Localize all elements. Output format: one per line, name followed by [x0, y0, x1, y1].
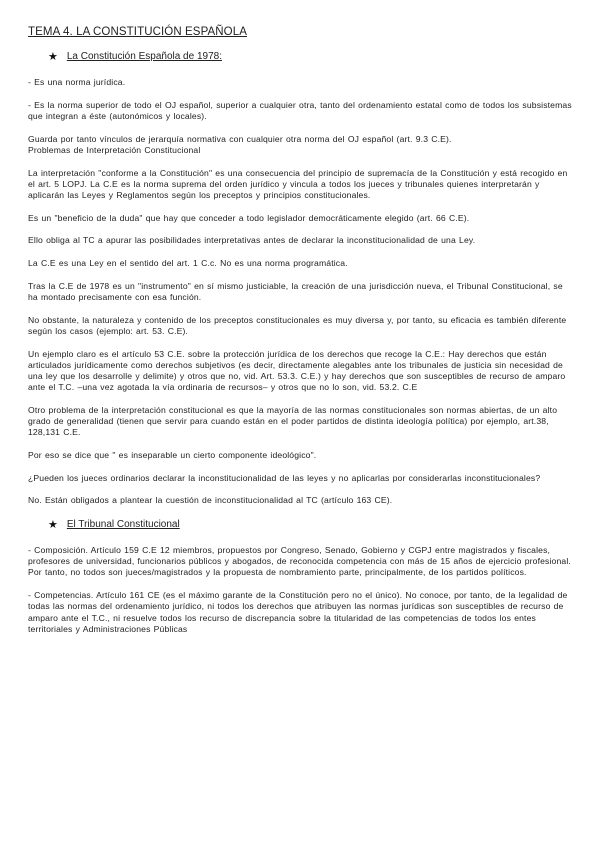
paragraph: Ello obliga al TC a apurar las posibilidades interpretativas antes de declarar la inconstitucionalidad de una Ley.: [28, 235, 476, 246]
section-heading-label: El Tribunal Constitucional: [66, 519, 180, 531]
paragraph: - Es la norma superior de todo el OJ español, superior a cualquier otra, tanto del ordenamiento estatal como de todos los subsistemas que integran a éste (autonómicos y locales).: [28, 99, 572, 121]
subheading-problemas: Problemas de Interpretación Constitucional: [28, 144, 201, 155]
paragraph: Por eso se dice que " es inseparable un cierto componente ideológico".: [28, 449, 317, 460]
section-heading-label: La Constitución Española de 1978:: [66, 51, 222, 62]
section-heading-constitucion: [48, 50, 572, 63]
paragraph: - Es una norma jurídica.: [28, 77, 126, 87]
paragraph: ¿Pueden los jueces ordinarios declarar la inconstitucionalidad de las leyes y no aplicarlas por considerarlas inconstitucionales?: [28, 472, 541, 483]
document-title: TEMA 4. LA CONSTITUCIÓN ESPAÑOLA: [28, 26, 247, 38]
paragraph: Guarda por tanto vínculos de jerarquía normativa con cualquier otra norma del OJ español (art. 9.3 C.E).: [28, 133, 452, 144]
paragraph: Un ejemplo claro es el artículo 53 C.E. sobre la protección jurídica de los derechos que recoge la C.E.: Hay derechos que están articulados jurídicamente como derechos subjetivos (es decir, directamente alegables ante los tribunales de justicia sin necesidad de una ley que los desarrolle y delimite) y otros que no, vid. Art. 53.3. C.E.) y hay derechos que son susceptibles de recurso de amparo ante el T.C. –una vez agotada la vía ordinaria de recursos– y otros que no lo son, vid. 53.2. C.E: [28, 348, 566, 393]
section-heading-tribunal: [48, 518, 572, 531]
paragraph: La interpretación "conforme a la Constitución" es una consecuencia del principio de supremacía de la Constitución y está recogido en el art. 5 LOPJ. La C.E es la norma suprema del orden jurídico y vincula a todos los jueces y tribunales quienes interpretarán y aplicarán las Leyes y Reglamentos según los preceptos y principios constitucionales.: [28, 167, 568, 200]
star-bullet-icon: ★: [48, 51, 58, 63]
paragraph: No obstante, la naturaleza y contenido de los preceptos constitucionales es muy diversa y, por tanto, su eficacia es también diferente según los casos (ejemplo: art. 53. C.E).: [28, 314, 567, 336]
paragraph: No. Están obligados a plantear la cuestión de inconstitucionalidad al TC (artículo 163 CE).: [28, 495, 393, 506]
paragraph: Otro problema de la interpretación constitucional es que la mayoría de las normas constitucionales son normas abiertas, de un alto grado de generalidad (tienen que servir para cuando están en el poder partidos de distinta ideología política) por ejemplo, art.38, 128,131 C.E.: [28, 404, 558, 438]
paragraph: - Competencias. Artículo 161 CE (es el máximo garante de la Constitución pero no el único). No conoce, por tanto, de la legalidad de todas las normas del ordenamiento jurídico, ni todos los derechos que atribuyen las normas jurídicas son susceptibles de recurso de amparo ante el T.C., ni resuelve todos los recurso de discrepancia sobre la titularidad de las competencias de todos los entes territoriales y Administraciones Públicas: [28, 590, 568, 634]
paragraph: - Composición. Artículo 159 C.E 12 miembros, propuestos por Congreso, Senado, Gobierno y CGPJ entre magistrados y fiscales, profesores de universidad, funcionarios públicos y abogados, de reconocida competencia con más de 15 años de ejercicio profesional. Por tanto, no todos son jueces/magistrados y la propuesta de nombramiento parte, principalmente, de los partidos políticos.: [28, 545, 571, 578]
paragraph: Es un "beneficio de la duda" que hay que conceder a todo legislador democráticamente elegido (art. 66 C.E).: [28, 212, 470, 223]
star-bullet-icon: ★: [48, 519, 58, 532]
paragraph: Tras la C.E de 1978 es un "instrumento" en sí mismo justiciable, la creación de una jurisdicción nueva, el Tribunal Constitucional, se ha montado precisamente con esa función.: [28, 280, 563, 302]
paragraph: La C.E es una Ley en el sentido del art. 1 C.c. No es una norma programática.: [28, 258, 348, 269]
